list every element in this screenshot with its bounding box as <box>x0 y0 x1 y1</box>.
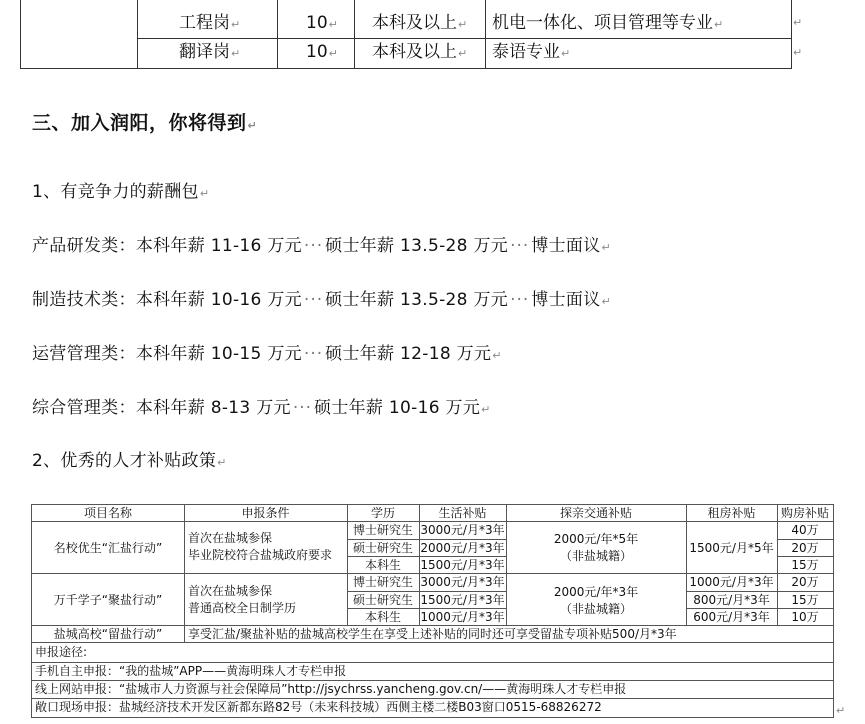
job-count: 10 <box>306 13 328 33</box>
program-condition: 首次在盐城参保 <box>188 584 273 598</box>
house-subsidy: 10万 <box>791 610 819 624</box>
living-subsidy: 1000元/月*3年 <box>420 610 505 624</box>
channel-title: 申报途径: <box>35 645 88 659</box>
rent-subsidy: 800元/月*3年 <box>693 593 770 607</box>
living-subsidy: 3000元/月*3年 <box>420 523 505 537</box>
col-header-project: 项目名称 <box>83 506 132 520</box>
program-condition: 首次在盐城参保 <box>188 531 273 545</box>
job-major: 泰语专业 <box>492 42 560 62</box>
house-subsidy: 20万 <box>791 541 819 555</box>
travel-subsidy-note: （非盐城籍） <box>559 602 632 616</box>
travel-subsidy-note: （非盐城籍） <box>559 549 632 563</box>
house-subsidy: 40万 <box>791 523 819 537</box>
program-condition: 普通高校全日制学历 <box>188 601 297 615</box>
edu-level: 硕士研究生 <box>352 593 413 607</box>
edu-level: 硕士研究生 <box>352 541 413 555</box>
job-count: 10 <box>306 42 328 62</box>
living-subsidy: 3000元/月*3年 <box>420 575 505 589</box>
job-row-engineer: 工程岗↵ 10↵ 本科及以上↵ 机电一体化、项目管理等专业↵ <box>179 13 724 33</box>
living-subsidy: 1500元/月*3年 <box>420 558 505 572</box>
travel-subsidy: 2000元/年*3年 <box>553 585 639 599</box>
channel-website: 线上网站申报：“盐城市人力资源与社会保障局”http://jsychrss.yancheng.gov.cn/——黄海明珠人才专栏申报 <box>35 682 627 696</box>
salary-line-rd: 产品研发类：本科年薪 11-16 万元 ··· 硕士年薪 13.5-28 万元 ··· 博士面议↵ <box>32 236 612 256</box>
section-heading: 三、加入润阳，你将得到↵ <box>32 112 258 134</box>
house-subsidy: 15万 <box>791 558 819 572</box>
row-end-mark: ↵ <box>793 46 803 59</box>
program-name: 名校优生“汇盐行动” <box>53 541 163 555</box>
rent-subsidy: 1500元/月*5年 <box>689 541 774 555</box>
program-description: 享受汇盐/聚盐补贴的盐城高校学生在享受上述补贴的同时还可享受留盐专项补贴500/月*3年 <box>188 627 677 641</box>
col-header-education: 学历 <box>370 506 395 520</box>
col-header-rent: 租房补贴 <box>707 506 756 520</box>
edu-level: 博士研究生 <box>352 575 413 589</box>
travel-subsidy: 2000元/年*5年 <box>553 532 639 546</box>
col-header-condition: 申报条件 <box>241 506 290 520</box>
job-row-translator: 翻译岗↵ 10↵ 本科及以上↵ 泰语专业↵ <box>179 42 571 62</box>
house-subsidy: 20万 <box>791 575 819 589</box>
row-end-mark: ↵ <box>793 16 803 29</box>
house-subsidy: 15万 <box>791 593 819 607</box>
job-major: 机电一体化、项目管理等专业 <box>492 13 713 33</box>
col-header-travel: 探亲交通补贴 <box>559 506 632 520</box>
job-title: 翻译岗 <box>179 42 230 62</box>
col-header-living: 生活补贴 <box>438 506 487 520</box>
subsidy-heading: 2、优秀的人才补贴政策↵ <box>32 451 227 471</box>
living-subsidy: 1500元/月*3年 <box>420 593 505 607</box>
channel-app: 手机自主申报：“我的盐城”APP——黄海明珠人才专栏申报 <box>35 664 347 678</box>
table-end-mark: ↵ <box>836 704 846 717</box>
program-name: 盐城高校“留盐行动” <box>53 627 163 641</box>
col-header-house: 购房补贴 <box>780 506 829 520</box>
edu-level: 本科生 <box>364 610 401 624</box>
salary-line-manufacturing: 制造技术类：本科年薪 10-16 万元 ··· 硕士年薪 13.5-28 万元 ··· 博士面议↵ <box>32 290 612 310</box>
living-subsidy: 2000元/月*3年 <box>420 541 505 555</box>
program-condition: 毕业院校符合盐城政府要求 <box>188 548 333 562</box>
job-education: 本科及以上 <box>372 42 457 62</box>
channel-onsite: 敞口现场申报：盐城经济技术开发区新都东路82号（未来科技城）西侧主楼二楼B03窗口0515-68826272 <box>35 700 602 714</box>
job-table <box>20 0 792 69</box>
rent-subsidy: 600元/月*3年 <box>693 610 770 624</box>
edu-level: 博士研究生 <box>352 523 413 537</box>
job-title: 工程岗 <box>179 13 230 33</box>
salary-line-general: 综合管理类：本科年薪 8-13 万元 ··· 硕士年薪 10-16 万元↵ <box>32 398 491 418</box>
salary-line-operations: 运营管理类：本科年薪 10-15 万元 ··· 硕士年薪 12-18 万元↵ <box>32 344 502 364</box>
salary-heading: 1、有竞争力的薪酬包↵ <box>32 182 210 202</box>
job-education: 本科及以上 <box>372 13 457 33</box>
program-name: 万千学子“聚盐行动” <box>53 593 163 607</box>
edu-level: 本科生 <box>364 558 401 572</box>
subsidy-table <box>31 504 834 718</box>
rent-subsidy: 1000元/月*3年 <box>689 575 774 589</box>
